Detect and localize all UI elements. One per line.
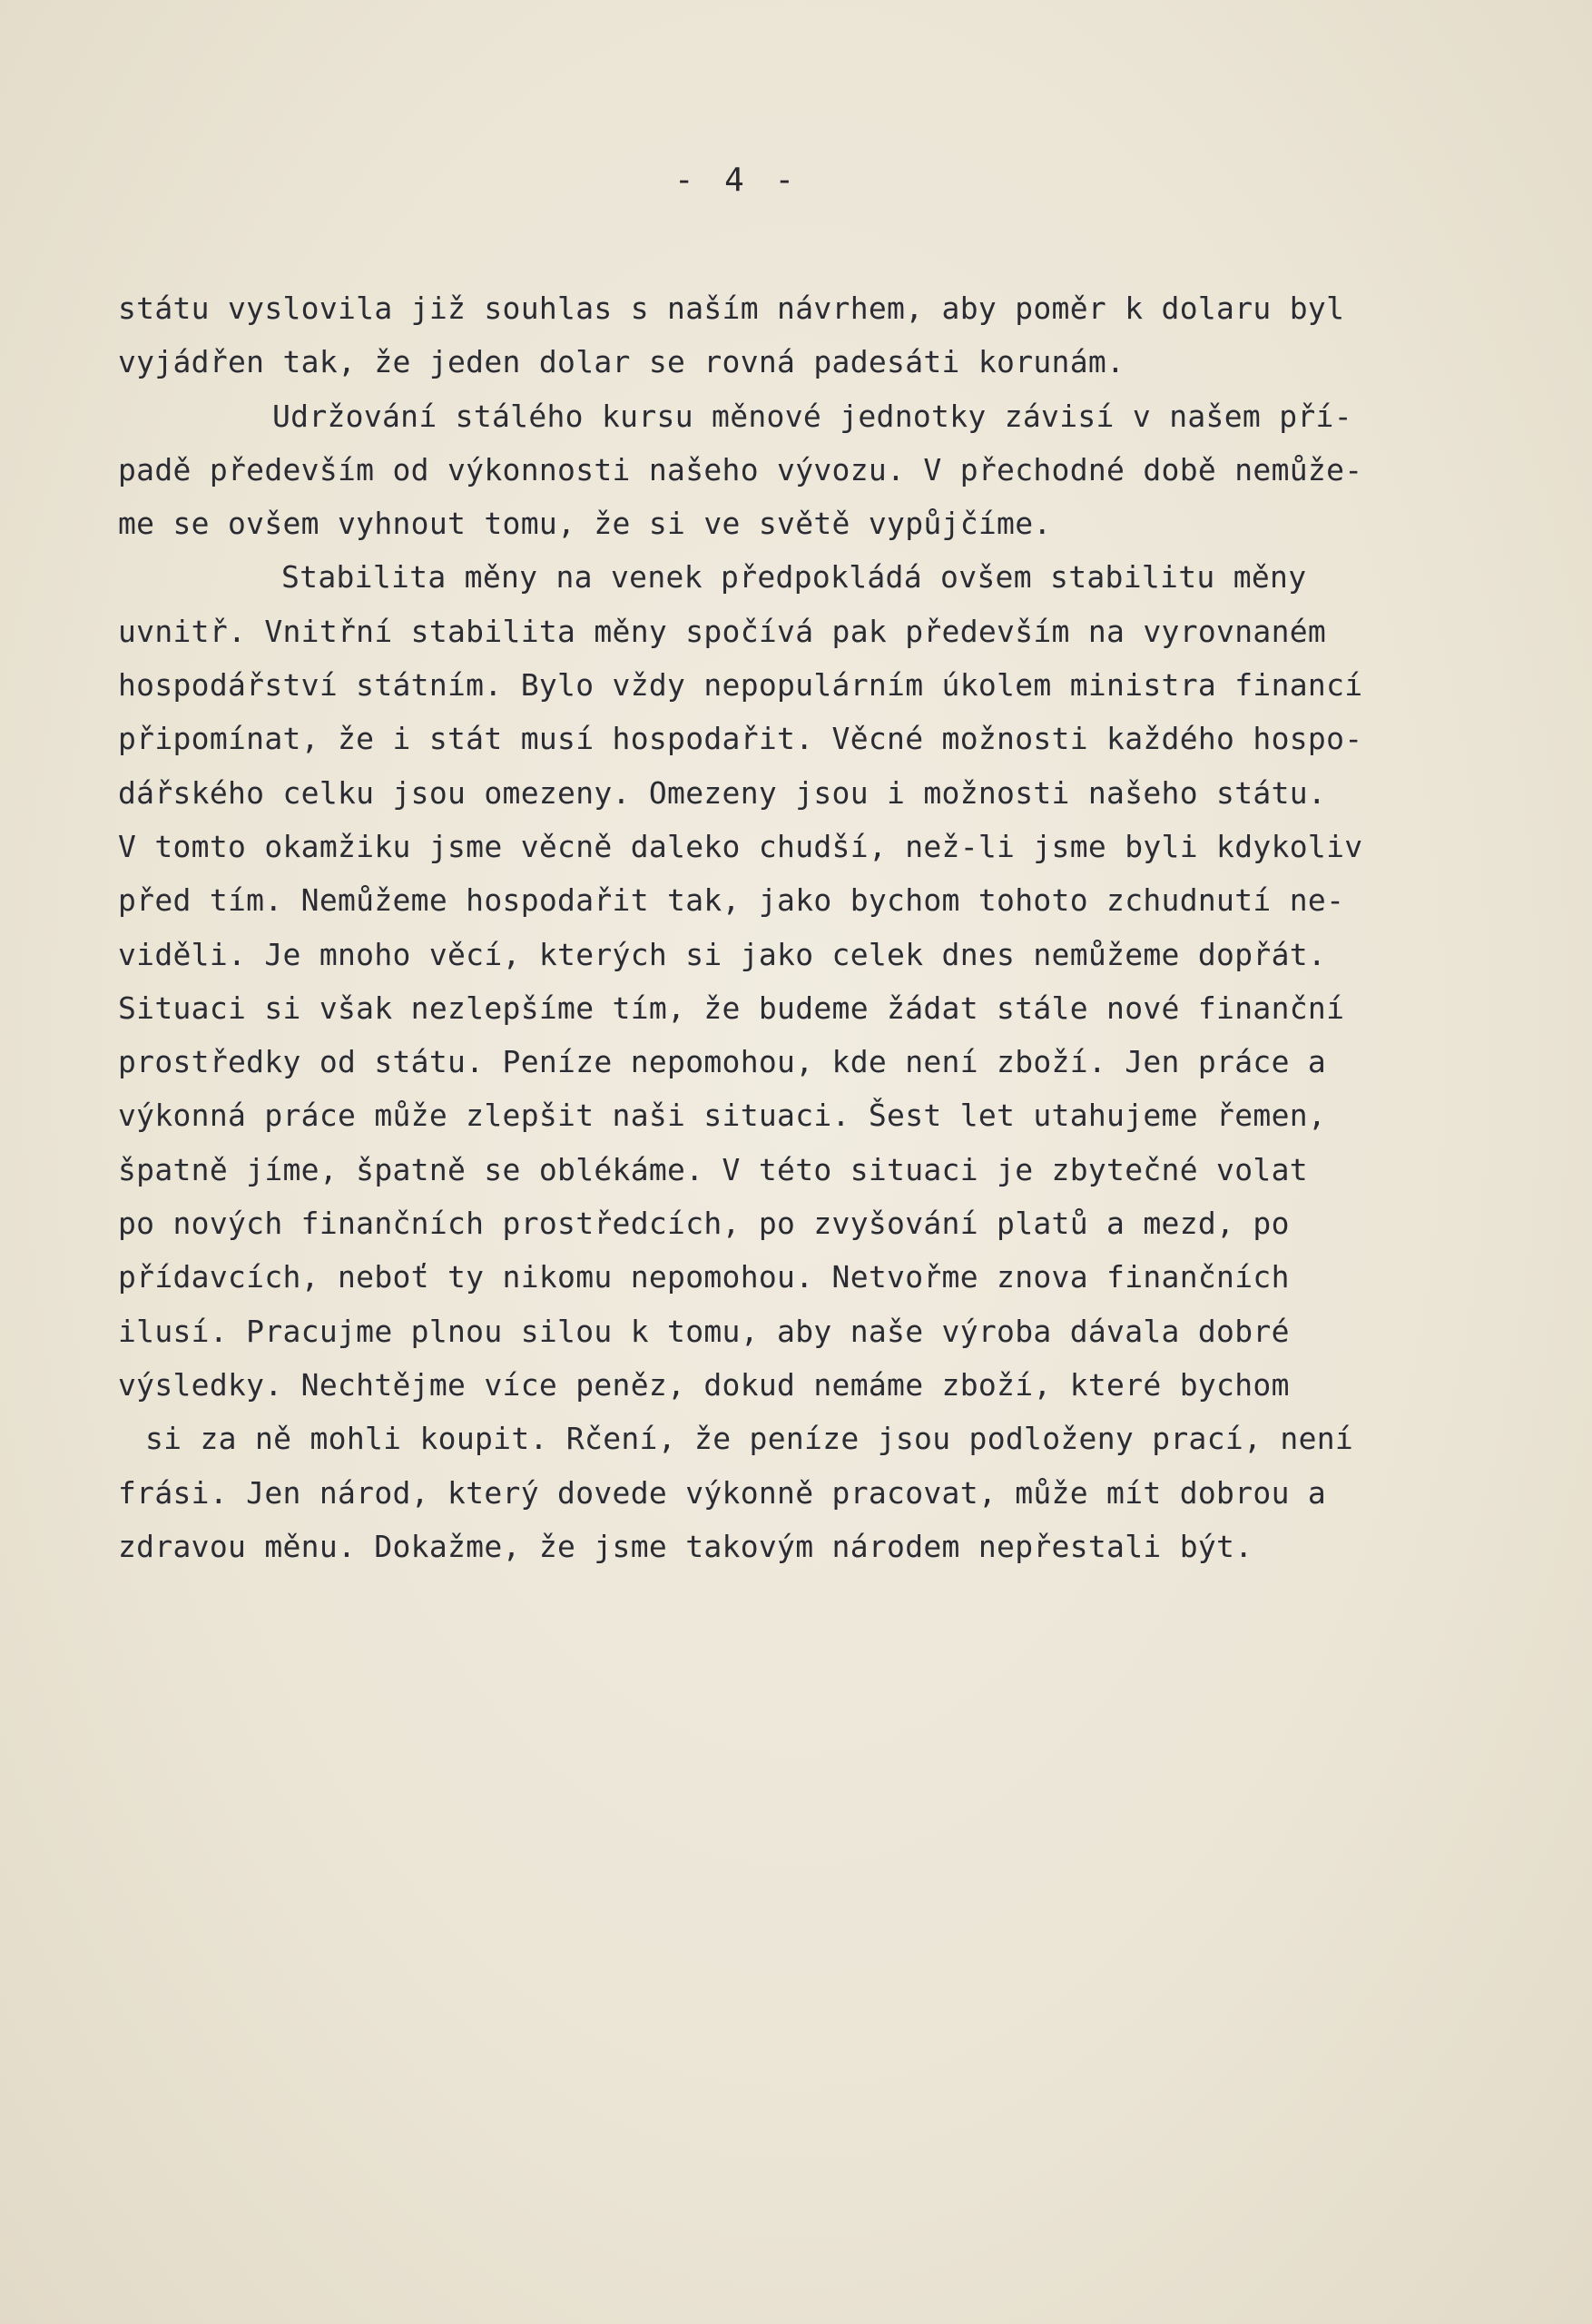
text-line: ilusí. Pracujme plnou silou k tomu, aby naše výroba dávala dobré <box>118 1313 1290 1349</box>
body-text <box>118 281 1570 1573</box>
text-line: výsledky. Nechtějme více peněz, dokud nemáme zboží, které bychom <box>118 1366 1290 1403</box>
text-line: dářského celku jsou omezeny. Omezeny jsou i možnosti našeho státu. <box>118 774 1327 811</box>
text-line: Udržování stálého kursu měnové jednotky závisí v našem pří- <box>272 398 1352 434</box>
text-line: uvnitř. Vnitřní stabilita měny spočívá pak především na vyrovnaném <box>118 613 1327 649</box>
text-line: zdravou měnu. Dokažme, že jsme takovým národem nepřestali být. <box>118 1528 1253 1564</box>
text-line: výkonná práce může zlepšit naši situaci. Šest let utahujeme řemen, <box>118 1098 1327 1134</box>
text-line: před tím. Nemůžeme hospodařit tak, jako bychom tohoto zchudnutí ne- <box>118 882 1345 919</box>
text-line: Situaci si však nezlepšíme tím, že budeme žádat stále nové finanční <box>118 990 1345 1026</box>
text-line: hospodářství státním. Bylo vždy nepopulárním úkolem ministra financí <box>118 667 1363 704</box>
text-line: přídavcích, neboť ty nikomu nepomohou. Netvořme znova finančních <box>118 1259 1290 1295</box>
text-line: si za ně mohli koupit. Rčení, že peníze jsou podloženy prací, není <box>145 1421 1354 1457</box>
text-line: špatně jíme, špatně se oblékáme. V této situaci je zbytečné volat <box>118 1151 1308 1187</box>
text-line: připomínat, že i stát musí hospodařit. Věcné možnosti každého hospo- <box>118 721 1363 757</box>
text-line: me se ovšem vyhnout tomu, že si ve světě vypůjčíme. <box>118 506 1052 542</box>
text-line: státu vyslovila již souhlas s naším návrhem, aby poměr k dolaru byl <box>118 290 1345 326</box>
text-line: prostředky od státu. Peníze nepomohou, kde není zboží. Jen práce a <box>118 1044 1327 1080</box>
text-line: Stabilita měny na venek předpokládá ovšem stabilitu měny <box>281 559 1307 596</box>
text-line: frási. Jen národ, který dovede výkonně pracovat, může mít dobrou a <box>118 1474 1327 1511</box>
page-number: - 4 - <box>673 162 801 199</box>
text-line: po nových finančních prostředcích, po zvyšování platů a mezd, po <box>118 1206 1290 1242</box>
text-line: vyjádřen tak, že jeden dolar se rovná padesáti korunám. <box>118 344 1125 380</box>
text-line: padě především od výkonnosti našeho vývozu. V přechodné době nemůže- <box>118 451 1363 487</box>
text-line: viděli. Je mnoho věcí, kterých si jako celek dnes nemůžeme dopřát. <box>118 936 1327 972</box>
text-line: V tomto okamžiku jsme věcně daleko chudší, než-li jsme byli kdykoliv <box>118 828 1363 864</box>
